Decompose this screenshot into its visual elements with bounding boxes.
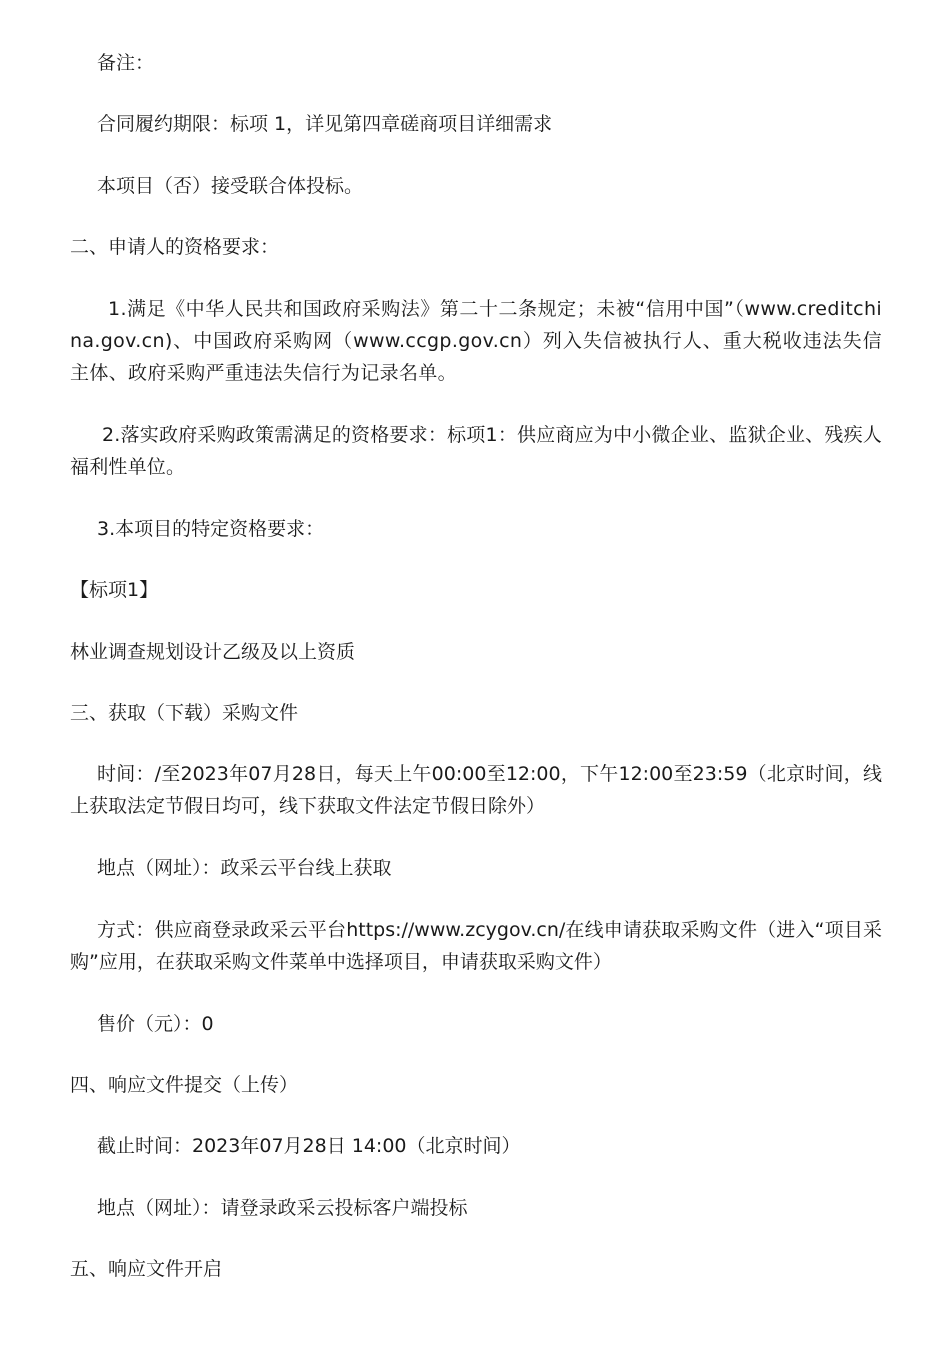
remarks-label: 备注： (97, 52, 155, 74)
acquisition-time: 时间：/至2023年07月28日，每天上午00:00至12:00，下午12:00至23:59（北京时间，线上获取法定节假日均可，线下获取文件法定节假日除外） (70, 763, 882, 817)
section-2-heading: 二、申请人的资格要求： (70, 236, 280, 258)
document-price: 售价（元）：0 (97, 1013, 214, 1035)
qualification-requirement-3: 3.本项目的特定资格要求： (97, 518, 325, 540)
submission-location: 地点（网址）：请登录政采云投标客户端投标 (97, 1197, 468, 1219)
section-3-heading: 三、获取（下载）采购文件 (70, 702, 299, 724)
acquisition-method: 方式：供应商登录政采云平台https://www.zcygov.cn/在线申请获取采购文件（进入“项目采购”应用，在获取采购文件菜单中选择项目，申请获取采购文件） (70, 919, 882, 973)
lot-requirement: 林业调查规划设计乙级及以上资质 (70, 641, 356, 663)
acquisition-location: 地点（网址）：政采云平台线上获取 (97, 857, 392, 879)
qualification-requirement-1: 1.满足《中华人民共和国政府采购法》第二十二条规定；未被“信用中国”（www.creditchina.gov.cn)、中国政府采购网（www.ccgp.gov.cn）列入失信被执行人、重大税收违法失信主体、政府采购严重违法失信行为记录名单。 (70, 298, 882, 384)
qualification-requirement-2: 2.落实政府采购政策需满足的资格要求：标项1：供应商应为中小微企业、监狱企业、残疾人福利性单位。 (70, 424, 882, 478)
section-4-heading: 四、响应文件提交（上传） (70, 1074, 299, 1096)
submission-deadline: 截止时间：2023年07月28日 14:00（北京时间） (97, 1135, 521, 1157)
consortium-statement: 本项目（否）接受联合体投标。 (97, 175, 364, 197)
lot-label: 【标项1】 (70, 579, 159, 601)
contract-period: 合同履约期限：标项 1，详见第四章磋商项目详细需求 (97, 113, 553, 135)
section-5-heading: 五、响应文件开启 (70, 1258, 223, 1280)
